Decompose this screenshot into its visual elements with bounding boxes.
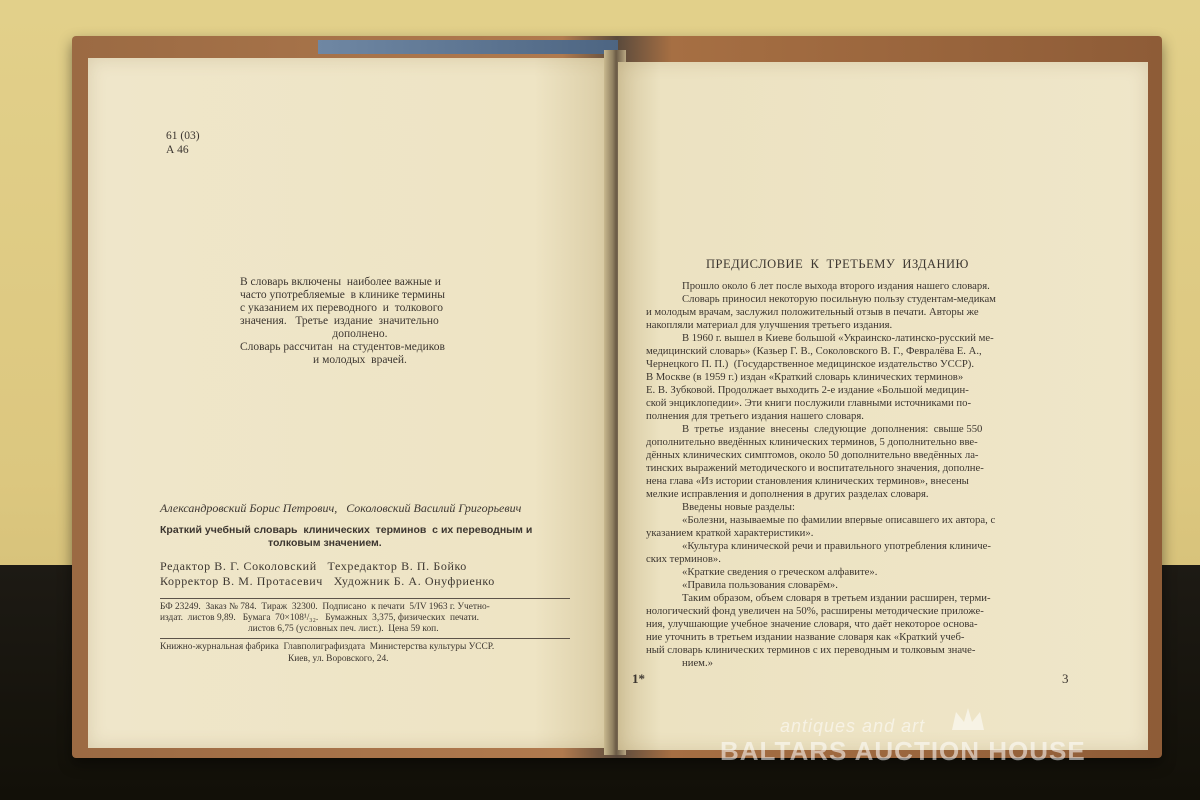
body-line: Е. В. Зубковой. Продолжает выходить 2-е издание «Большой медицин- bbox=[646, 384, 969, 396]
book-title-line: толковым значением. bbox=[268, 537, 382, 549]
body-line: «Культура клинической речи и правильного употребления клиниче- bbox=[682, 540, 991, 552]
body-line: В Москве (в 1959 г.) издан «Краткий словарь клинических терминов» bbox=[646, 371, 964, 383]
right-page bbox=[618, 62, 1148, 750]
authors: Александровский Борис Петрович, Соколовский Василий Григорьевич bbox=[160, 501, 522, 515]
body-line: медицинский словарь» (Казьер Г. В., Соколовского В. Г., Февралёва Е. А., bbox=[646, 345, 982, 357]
page-number: 3 bbox=[1062, 671, 1069, 686]
body-line: «Правила пользования словарём». bbox=[682, 579, 838, 591]
credits-editors: Редактор В. Г. Соколовский Техредактор В. П. Бойко bbox=[160, 559, 467, 573]
body-line: Чернецкого П. П.) (Государственное медицинское издательство УССР). bbox=[646, 358, 975, 370]
auction-watermark bbox=[720, 716, 1120, 786]
body-line: «Болезни, называемые по фамилии впервые описавшего их автора, с bbox=[682, 514, 996, 526]
printer-line: Киев, ул. Воровского, 24. bbox=[288, 654, 389, 664]
imprint-line: БФ 23249. Заказ № 784. Тираж 32300. Подписано к печати 5/IV 1963 г. Учетно- bbox=[160, 602, 490, 612]
body-line: В третье издание внесены следующие дополнения: свыше 550 bbox=[682, 423, 983, 435]
body-line: полнения для третьего издания нашего словаря. bbox=[646, 410, 864, 422]
body-line: и молодым врачам, заслужил положительный отзыв в печати. Авторы же bbox=[646, 306, 979, 318]
classification-code: 61 (03) bbox=[166, 130, 200, 142]
blurb-line: значения. Третье издание значительно bbox=[240, 315, 439, 327]
crown-icon bbox=[948, 704, 988, 734]
book-title-line: Краткий учебный словарь клинических терминов с их переводным и bbox=[160, 524, 533, 536]
divider bbox=[160, 598, 570, 599]
body-line: Прошло около 6 лет после выхода второго издания нашего словаря. bbox=[682, 280, 990, 292]
body-line: ских терминов». bbox=[646, 553, 721, 565]
divider bbox=[160, 638, 570, 639]
blurb-line: Словарь рассчитан на студентов-медиков bbox=[240, 341, 445, 353]
author-mark: А 46 bbox=[166, 144, 189, 156]
blurb-line: и молодых врачей. bbox=[313, 354, 407, 366]
body-line: Таким образом, объем словаря в третьем издании расширен, терми- bbox=[682, 592, 991, 604]
body-line: мелкие исправления и дополнения в других разделах словаря. bbox=[646, 488, 929, 500]
signature-mark: 1* bbox=[632, 671, 645, 686]
body-line: Введены новые разделы: bbox=[682, 501, 795, 513]
blurb-line: с указанием их переводного и толкового bbox=[240, 302, 443, 314]
credits-correctors: Корректор В. М. Протасевич Художник Б. А. Онуфриенко bbox=[160, 574, 495, 588]
body-line: нологический фонд увеличен на 50%, расширены методические приложе- bbox=[646, 605, 984, 617]
blurb bbox=[240, 276, 500, 367]
body-line: ние уточнить в третьем издании название словаря как «Краткий учеб- bbox=[646, 631, 965, 643]
watermark-tagline: antiques and art bbox=[780, 716, 926, 736]
preface-body bbox=[646, 280, 1116, 670]
spine-cloth-strip bbox=[318, 40, 618, 54]
blurb-line: часто употребляемые в клинике термины bbox=[240, 289, 445, 301]
blurb-line: В словарь включены наиболее важные и bbox=[240, 276, 441, 288]
body-line: ской энциклопедии». Эти книги послужили главными источниками по- bbox=[646, 397, 972, 409]
body-line: нена глава «Из истории становления клинических терминов», внесены bbox=[646, 475, 969, 487]
body-line: «Краткие сведения о греческом алфавите». bbox=[682, 566, 878, 578]
preface-heading: ПРЕДИСЛОВИЕ К ТРЕТЬЕМУ ИЗДАНИЮ bbox=[706, 257, 969, 271]
body-line: дополнительно введённых клинических терминов, 5 дополнительно вве- bbox=[646, 436, 978, 448]
body-line: Словарь приносил некоторую посильную пользу студентам-медикам bbox=[682, 293, 996, 305]
body-line: тинских выражений методического и воспитательного значения, дополне- bbox=[646, 462, 984, 474]
body-line: ния, улучшающие учебное значение словаря, что даёт некоторое основа- bbox=[646, 618, 978, 630]
imprint-line: листов 6,75 (условных печ. лист.). Цена 59 коп. bbox=[248, 624, 439, 634]
watermark-brand: BALTARS AUCTION HOUSE bbox=[720, 736, 1086, 766]
body-line: нием.» bbox=[682, 657, 713, 669]
blurb-line: дополнено. bbox=[332, 328, 388, 340]
body-line: указанием краткой характеристики». bbox=[646, 527, 814, 539]
printer-line: Книжно-журнальная фабрика Главполиграфиздата Министерства культуры УССР. bbox=[160, 642, 495, 652]
imprint-line: издат. листов 9,89. Бумага 70×108¹/₃₂. Бумажных 3,375, физических печати. bbox=[160, 613, 479, 623]
body-line: накопляли материал для улучшения третьего издания. bbox=[646, 319, 893, 331]
body-line: В 1960 г. вышел в Киеве большой «Украинско-латинско-русский ме- bbox=[682, 332, 994, 344]
body-line: ный словарь клинических терминов с их переводным и толковым значе- bbox=[646, 644, 976, 656]
left-page bbox=[88, 58, 613, 748]
body-line: дённых клинических симптомов, около 50 дополнительно введённых ла- bbox=[646, 449, 979, 461]
